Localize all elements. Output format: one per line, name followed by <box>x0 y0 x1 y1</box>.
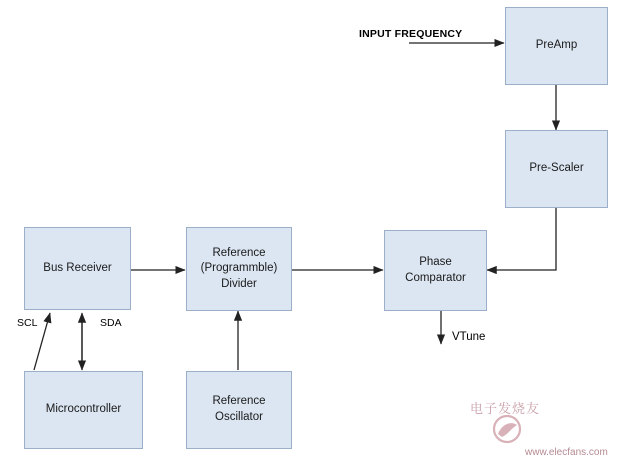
block-preamp[interactable] <box>505 7 608 85</box>
block-reference-divider[interactable] <box>186 227 292 311</box>
label-input-frequency: INPUT FREQUENCY <box>359 28 463 40</box>
watermark-cn-text: 电子发烧友 <box>470 401 541 416</box>
block-reference-divider-line1: Reference <box>212 246 266 259</box>
block-reference-divider-line3: Divider <box>221 277 257 290</box>
label-sda: SDA <box>100 317 122 329</box>
block-microcontroller[interactable] <box>24 371 143 449</box>
block-reference-oscillator-line1: Reference <box>212 395 266 408</box>
label-vtune: VTune <box>452 331 486 343</box>
block-phase-comparator-line1: Phase <box>419 255 452 268</box>
block-prescaler[interactable] <box>505 130 608 208</box>
block-reference-oscillator[interactable] <box>186 371 292 449</box>
block-microcontroller-label: Microcontroller <box>45 403 122 416</box>
block-bus-receiver-label: Bus Receiver <box>43 261 112 274</box>
block-prescaler-label: Pre-Scaler <box>529 162 584 175</box>
block-phase-comparator[interactable] <box>384 230 487 311</box>
block-reference-oscillator-line2: Oscillator <box>215 411 263 423</box>
block-phase-comparator-line2: Comparator <box>405 271 466 284</box>
watermark-site-text: www.elecfans.com <box>525 447 608 458</box>
block-bus-receiver[interactable] <box>24 227 131 310</box>
label-scl: SCL <box>17 317 38 329</box>
wire-prescaler-to-phase-comparator <box>487 208 556 270</box>
block-preamp-label: PreAmp <box>535 39 578 52</box>
watermark-logo-icon <box>490 412 524 446</box>
block-reference-divider-line2: (Programmble) <box>200 262 278 275</box>
